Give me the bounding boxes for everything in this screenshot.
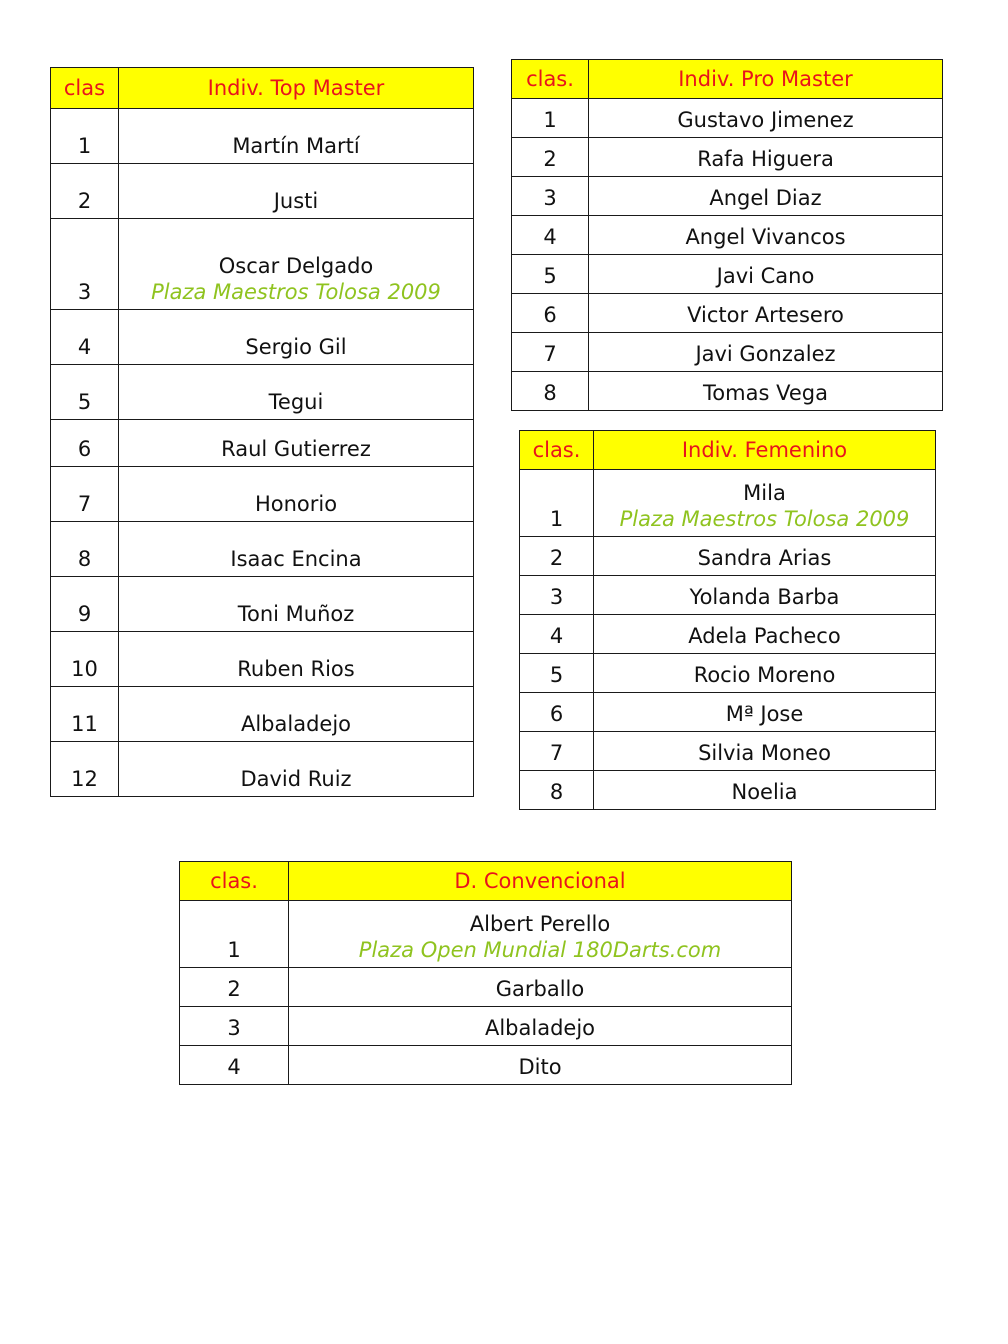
player-name: Noelia <box>594 771 936 810</box>
player-name: Albaladejo <box>289 1007 792 1046</box>
rank-cell: 4 <box>520 615 594 654</box>
table-row <box>51 219 474 310</box>
category-title: Indiv. Pro Master <box>589 60 943 99</box>
rank-header: clas. <box>512 60 589 99</box>
qualification-note: Plaza Maestros Tolosa 2009 <box>151 280 441 304</box>
table-row <box>51 365 474 420</box>
table-row <box>520 470 936 537</box>
table-row <box>520 732 936 771</box>
table-header-row <box>512 60 943 99</box>
femenino-table <box>519 430 936 810</box>
player-name: Ruben Rios <box>119 632 474 687</box>
category-title: D. Convencional <box>289 862 792 901</box>
rank-cell: 9 <box>51 577 119 632</box>
table-row <box>51 522 474 577</box>
table-row <box>51 467 474 522</box>
table-row <box>51 577 474 632</box>
player-name: Sergio Gil <box>119 310 474 365</box>
category-title: Indiv. Top Master <box>119 68 474 109</box>
player-name: Javi Gonzalez <box>589 333 943 372</box>
rank-cell: 1 <box>180 901 289 968</box>
pro-master-table <box>511 59 943 411</box>
table-row <box>51 632 474 687</box>
table-row <box>512 333 943 372</box>
table-row <box>51 109 474 164</box>
rank-cell: 1 <box>512 99 589 138</box>
player-cell <box>594 470 936 537</box>
player-name: Garballo <box>289 968 792 1007</box>
top-master-table <box>50 67 474 797</box>
table-row <box>512 138 943 177</box>
player-name: Mª Jose <box>594 693 936 732</box>
table-row <box>520 693 936 732</box>
table-row <box>51 742 474 797</box>
player-name: Albaladejo <box>119 687 474 742</box>
player-name: Tegui <box>119 365 474 420</box>
rank-cell: 5 <box>512 255 589 294</box>
rank-cell: 2 <box>512 138 589 177</box>
table-row <box>520 654 936 693</box>
rank-cell: 4 <box>512 216 589 255</box>
rank-cell: 12 <box>51 742 119 797</box>
table-row <box>520 615 936 654</box>
category-title: Indiv. Femenino <box>594 431 936 470</box>
player-name: Albert Perello <box>469 912 611 936</box>
player-name: Sandra Arias <box>594 537 936 576</box>
player-name: Javi Cano <box>589 255 943 294</box>
table-row <box>51 687 474 742</box>
rank-cell: 4 <box>180 1046 289 1085</box>
player-name: Rafa Higuera <box>589 138 943 177</box>
player-name: Toni Muñoz <box>119 577 474 632</box>
rank-cell: 8 <box>51 522 119 577</box>
player-name: Martín Martí <box>119 109 474 164</box>
player-name: Angel Diaz <box>589 177 943 216</box>
player-name: Dito <box>289 1046 792 1085</box>
qualification-note: Plaza Maestros Tolosa 2009 <box>619 507 910 531</box>
player-name: Mila <box>743 481 786 505</box>
player-name: Silvia Moneo <box>594 732 936 771</box>
player-name: Honorio <box>119 467 474 522</box>
rank-cell: 10 <box>51 632 119 687</box>
table-row <box>512 294 943 333</box>
table-row <box>51 420 474 467</box>
rank-cell: 2 <box>51 164 119 219</box>
rank-cell: 3 <box>180 1007 289 1046</box>
rank-cell: 7 <box>520 732 594 771</box>
rank-cell: 3 <box>512 177 589 216</box>
table-row <box>520 576 936 615</box>
rank-cell: 1 <box>520 470 594 537</box>
player-cell <box>289 901 792 968</box>
rank-cell: 8 <box>520 771 594 810</box>
rank-cell: 6 <box>51 420 119 467</box>
table-row <box>512 372 943 411</box>
player-name: Oscar Delgado <box>218 254 374 278</box>
player-name: David Ruiz <box>119 742 474 797</box>
table-row <box>51 164 474 219</box>
player-name: Raul Gutierrez <box>119 420 474 467</box>
rank-cell: 1 <box>51 109 119 164</box>
table-header-row <box>51 68 474 109</box>
rank-cell: 3 <box>51 219 119 310</box>
player-name: Adela Pacheco <box>594 615 936 654</box>
table-row <box>512 99 943 138</box>
rank-header: clas. <box>520 431 594 470</box>
table-header-row <box>520 431 936 470</box>
rank-header: clas. <box>180 862 289 901</box>
table-row <box>180 1046 792 1085</box>
table-row <box>180 1007 792 1046</box>
player-name: Gustavo Jimenez <box>589 99 943 138</box>
table-row <box>512 216 943 255</box>
player-cell <box>119 219 474 310</box>
rank-cell: 11 <box>51 687 119 742</box>
rank-cell: 7 <box>51 467 119 522</box>
rank-cell: 2 <box>520 537 594 576</box>
player-name: Yolanda Barba <box>594 576 936 615</box>
table-row <box>520 537 936 576</box>
rank-cell: 3 <box>520 576 594 615</box>
rank-cell: 7 <box>512 333 589 372</box>
rank-cell: 6 <box>520 693 594 732</box>
table-row <box>180 968 792 1007</box>
player-name: Justi <box>119 164 474 219</box>
table-row <box>512 255 943 294</box>
player-name: Tomas Vega <box>589 372 943 411</box>
table-header-row <box>180 862 792 901</box>
rank-cell: 5 <box>520 654 594 693</box>
rank-header: clas <box>51 68 119 109</box>
rank-cell: 2 <box>180 968 289 1007</box>
player-name: Rocio Moreno <box>594 654 936 693</box>
rank-cell: 6 <box>512 294 589 333</box>
convencional-table <box>179 861 792 1085</box>
rank-cell: 4 <box>51 310 119 365</box>
rank-cell: 5 <box>51 365 119 420</box>
table-row <box>512 177 943 216</box>
player-name: Angel Vivancos <box>589 216 943 255</box>
table-row <box>51 310 474 365</box>
qualification-note: Plaza Open Mundial 180Darts.com <box>358 938 722 962</box>
player-name: Isaac Encina <box>119 522 474 577</box>
player-name: Victor Artesero <box>589 294 943 333</box>
table-row <box>520 771 936 810</box>
table-row <box>180 901 792 968</box>
rank-cell: 8 <box>512 372 589 411</box>
